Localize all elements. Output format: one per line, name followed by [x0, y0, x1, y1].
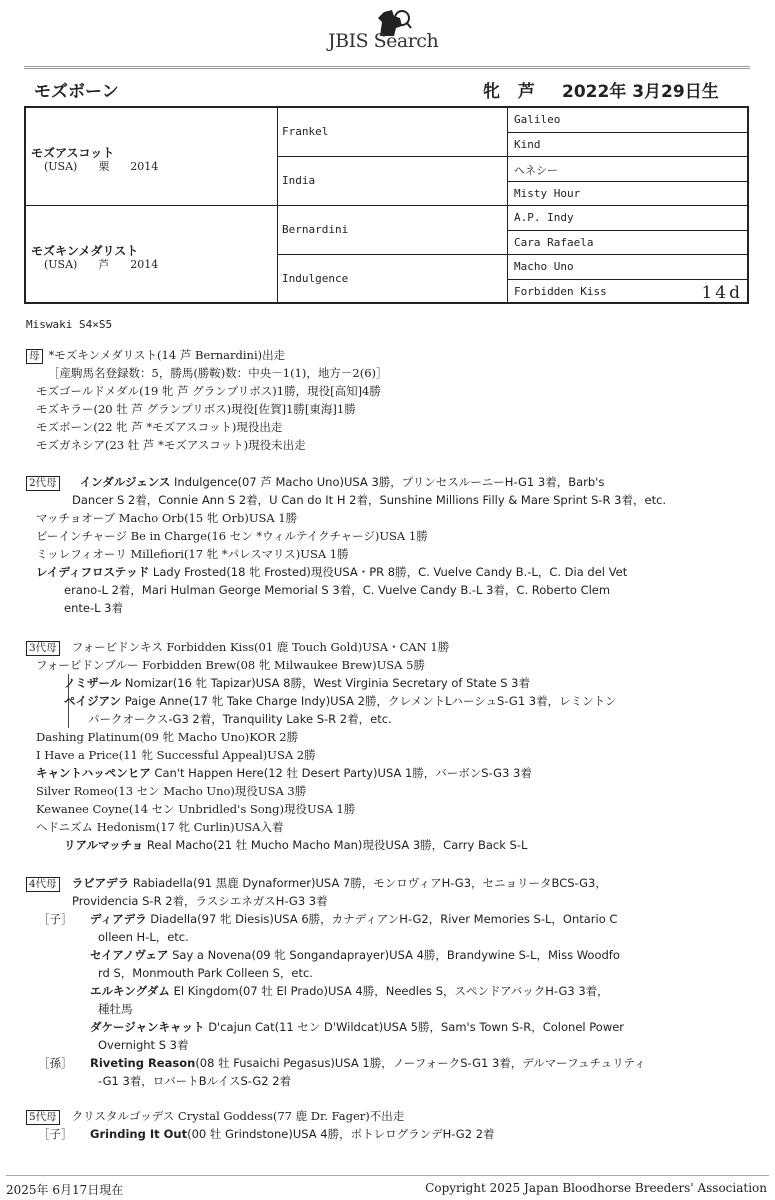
record-text: パークオークス-G3 2着，Tranquility Lake S-R 2着，etc.: [88, 712, 392, 726]
third-dam-section: [24, 638, 754, 854]
second-dam-section: [24, 473, 754, 617]
horse-link[interactable]: キャントハッペンヒア: [36, 766, 151, 780]
jbis-search-logo[interactable]: [328, 8, 468, 52]
record-text: Indulgence(07 芦 Macho Uno)USA 3勝，プリンセスルーニーH-G1 3着，Barb's: [170, 475, 605, 489]
sire-name[interactable]: モズアスコット: [31, 146, 115, 160]
record-text: Providencia S-R 2着，ラスシエネガスH-G3 3着: [72, 894, 328, 908]
pedigree-gen3-cell[interactable]: [508, 157, 747, 182]
gen2-name[interactable]: Bernardini: [282, 223, 349, 236]
offspring-line: Silver Romeo(13 セン Macho Uno)現役USA 3勝: [36, 784, 307, 798]
dam-line: モズボーン(22 牝 芦 *モズアスコット)現役出走: [36, 420, 283, 434]
offspring-line: I Have a Price(11 牝 Successful Appeal)USA 2勝: [36, 748, 316, 762]
horse-link[interactable]: ディアデラ: [90, 912, 147, 926]
offspring-line: Dashing Platinum(09 牝 Macho Uno)KOR 2勝: [36, 730, 299, 744]
horse-link[interactable]: エルキングダム: [90, 984, 170, 998]
horse-sex-color: 牝 芦: [483, 82, 541, 102]
record-text: Diadella(97 牝 Diesis)USA 6勝，カナディアンH-G2，River Memories S-L，Ontario C: [146, 912, 618, 926]
record-text: rd S，Monmouth Park Colleen S，etc.: [98, 966, 313, 980]
dam-line: クリスタルゴッデス Crystal Goddess(77 鹿 Dr. Fager)不出走: [71, 1109, 405, 1123]
record-text: Rabiadella(91 黒鹿 Dynaformer)USA 7勝，モンロヴィアH-G3，セニョリータBCS-G3，: [129, 876, 607, 890]
dam-line: *モズキンメダリスト(14 芦 Bernardini)出走: [48, 348, 286, 362]
pedigree-gen2-cell[interactable]: [278, 206, 508, 255]
section-label-4th-dam: 4代母: [26, 877, 60, 892]
gen3-name[interactable]: Cara Rafaela: [514, 235, 594, 249]
gen3-name[interactable]: Forbidden Kiss: [514, 284, 607, 298]
child-tag: ［子］: [38, 1127, 73, 1141]
fifth-dam-section: [24, 1107, 754, 1143]
pedigree-gen3-cell[interactable]: [508, 108, 747, 133]
section-label-dam: 母: [26, 349, 43, 364]
record-text: Say a Novena(09 牝 Songandaprayer)USA 4勝，Brandywine S-L，Miss Woodfo: [168, 948, 620, 962]
dam-section: [24, 346, 754, 454]
inbreeding-note: Miswaki S4×S5: [26, 318, 113, 331]
record-text: -G1 3着，ロバートBルイスS-G2 2着: [98, 1074, 292, 1088]
horse-link[interactable]: レイディフロステッド: [36, 565, 150, 579]
header-divider: [24, 66, 750, 67]
record-text: (00 牡 Grindstone)USA 4勝，ポトレログランデH-G2 2着: [187, 1127, 495, 1141]
horse-link[interactable]: Riveting Reason: [90, 1056, 196, 1070]
gen2-name[interactable]: India: [282, 174, 316, 187]
pedigree-gen3-cell[interactable]: [508, 255, 747, 280]
family-number: 14d: [701, 282, 743, 303]
horse-link[interactable]: ペイジアン: [64, 694, 122, 708]
sire-info: (USA) 栗 2014: [44, 160, 159, 173]
gen3-name[interactable]: Macho Uno: [514, 260, 574, 273]
gen3-name[interactable]: Galileo: [514, 113, 561, 126]
pedigree-gen3-cell[interactable]: [508, 280, 747, 305]
record-text: ente-L 3着: [64, 601, 123, 615]
horse-link[interactable]: ノミザール: [64, 676, 122, 690]
record-text: Nomizar(16 牝 Tapizar)USA 8勝，West Virginia Secretary of State S 3着: [121, 676, 530, 690]
gen2-name[interactable]: Indulgence: [282, 272, 349, 285]
pedigree-gen3-cell[interactable]: [508, 133, 747, 158]
gen3-name[interactable]: ヘネシー: [514, 164, 558, 177]
record-text: Can't Happen Here(12 牡 Desert Party)USA 1勝，バーボンS-G3 3着: [150, 766, 532, 780]
offspring-line: ヘドニズム Hedonism(17 牝 Curlin)USA入着: [36, 820, 284, 834]
fourth-dam-section: [24, 874, 754, 1090]
pedigree-gen3-cell[interactable]: [508, 182, 747, 207]
offspring-line: ビーインチャージ Be in Charge(16 セン *ウィルテイクチャージ)USA 1勝: [36, 529, 428, 543]
offspring-line: Kewanee Coyne(14 セン Unbridled's Song)現役USA 1勝: [36, 802, 356, 816]
record-text: Real Macho(21 牡 Mucho Macho Man)現役USA 3勝，Carry Back S-L: [143, 838, 528, 852]
horse-link[interactable]: リアルマッチョ: [64, 838, 144, 852]
offspring-line: フォービドンブルー Forbidden Brew(08 牝 Milwaukee Brew)USA 5勝: [36, 658, 425, 672]
pedigree-dam-cell[interactable]: [26, 206, 278, 304]
pedigree-sire-cell[interactable]: [26, 108, 278, 206]
dam-line: モズキラー(20 牡 芦 グランプリボス)現役[佐賀]1勝[東海]1勝: [36, 402, 356, 416]
horse-link[interactable]: ダケージャンキャット: [90, 1020, 205, 1034]
record-text: D'cajun Cat(11 セン D'Wildcat)USA 5勝，Sam's Town S-R，Colonel Power: [204, 1020, 625, 1034]
footer-date: 2025年 6月17日現在: [6, 1183, 124, 1197]
dam-line: モズゴールドメダル(19 牝 芦 グランプリボス)1勝，現役[高知]4勝: [36, 384, 381, 398]
pedigree-gen2-cell[interactable]: [278, 255, 508, 304]
pedigree-gen2-cell[interactable]: [278, 157, 508, 206]
dam-name[interactable]: モズキンメダリスト: [31, 244, 139, 258]
footer-divider: [6, 1175, 769, 1176]
dam-line: ［産駒馬名登録数：5，勝馬(勝鞍)数：中央－1(1)，地方－2(6)］: [48, 366, 388, 380]
horse-name: モズボーン: [34, 82, 119, 102]
horse-birthdate: 2022年 3月29日生: [562, 82, 719, 102]
footer-copyright: Copyright 2025 Japan Bloodhorse Breeders' Association: [425, 1181, 767, 1195]
gen3-name[interactable]: Misty Hour: [514, 186, 581, 200]
dam-line: モズガネシア(23 牡 芦 *モズアスコット)現役未出走: [36, 438, 306, 452]
record-text: Lady Frosted(18 牝 Frosted)現役USA・PR 8勝，C. Vuelve Candy B.-L，C. Dia del Vet: [149, 565, 628, 579]
pedigree-gen3-cell[interactable]: [508, 206, 747, 231]
offspring-line: ミッレフィオーリ Millefiori(17 牝 *パレスマリス)USA 1勝: [36, 547, 349, 561]
section-label-5th-dam: 5代母: [26, 1110, 60, 1125]
offspring-line: マッチョオーブ Macho Orb(15 牝 Orb)USA 1勝: [36, 511, 298, 525]
record-text: Overnight S 3着: [98, 1038, 189, 1052]
record-text: erano-L 2着，Mari Hulman George Memorial S 3着，C. Vuelve Candy B.-L 3着，C. Roberto Clem: [64, 583, 611, 597]
grandchild-tag: ［孫］: [38, 1056, 73, 1070]
pedigree-gen3-cell[interactable]: [508, 231, 747, 256]
record-text: (08 牡 Fusaichi Pegasus)USA 1勝，ノーフォークS-G1 3着，デルマーフュチュリティ: [195, 1056, 646, 1070]
gen3-name[interactable]: A.P. Indy: [514, 211, 574, 224]
pedigree-table: [24, 106, 749, 304]
record-text: Paige Anne(17 牝 Take Charge Indy)USA 2勝，クレメントLハーシュS-G1 3着，レミントン: [121, 694, 617, 708]
pedigree-gen2-cell[interactable]: [278, 108, 508, 157]
record-text: olleen H-L，etc.: [98, 930, 189, 944]
dam-info: (USA) 芦 2014: [44, 258, 159, 271]
header-divider: [24, 68, 750, 69]
horse-link[interactable]: セイアノヴェア: [90, 948, 169, 962]
section-label-3rd-dam: 3代母: [26, 641, 60, 656]
gen3-name[interactable]: Kind: [514, 137, 541, 151]
logo-text: JBIS Search: [328, 30, 439, 52]
horse-link[interactable]: ラビアデラ: [71, 876, 130, 890]
record-text: Dancer S 2着，Connie Ann S 2着，U Can do It H 2着，Sunshine Millions Filly & Mare Sprint S-R 3着，etc.: [72, 493, 667, 507]
horse-link[interactable]: インダルジェンス: [79, 475, 171, 489]
record-text: 種牡馬: [98, 1002, 133, 1016]
record-text: El Kingdom(07 牡 El Prado)USA 4勝，Needles S，スペンドアバックH-G3 3着，: [169, 984, 609, 998]
dam-line: フォービドンキス Forbidden Kiss(01 鹿 Touch Gold)USA・CAN 1勝: [71, 640, 450, 654]
section-label-2nd-dam: 2代母: [26, 476, 60, 491]
child-tag: ［子］: [38, 912, 73, 926]
horse-link[interactable]: Grinding It Out: [90, 1127, 188, 1141]
gen2-name[interactable]: Frankel: [282, 125, 329, 138]
